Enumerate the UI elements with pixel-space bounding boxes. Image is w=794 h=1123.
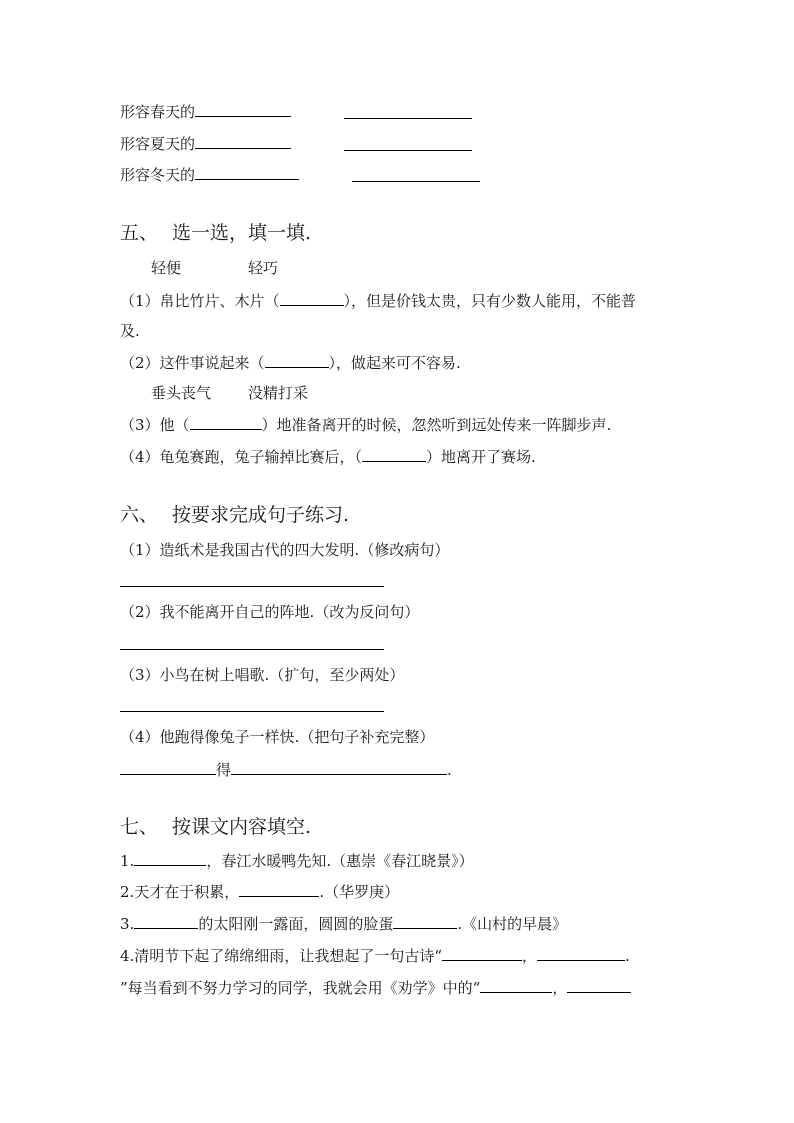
question-text: ），做起来可不容易. bbox=[328, 354, 461, 372]
answer-blank[interactable] bbox=[265, 352, 329, 368]
question-text: ”每当看到不努力学习的同学，我就会用《劝学》中的“ bbox=[120, 979, 481, 997]
answer-blank[interactable] bbox=[195, 133, 291, 149]
question-text: .（华罗庚） bbox=[319, 883, 400, 901]
answer-line[interactable] bbox=[120, 649, 384, 650]
question-text: 得 bbox=[216, 761, 232, 779]
section-number: 七、 bbox=[120, 816, 159, 838]
s7-question-4-cont bbox=[120, 977, 631, 998]
question-text: ，春江水暖鸭先知.（惠崇《春江晓景》） bbox=[206, 852, 474, 870]
question-text: . bbox=[447, 761, 452, 779]
answer-blank[interactable] bbox=[442, 945, 522, 961]
row-summer bbox=[120, 133, 291, 154]
s5-question-4 bbox=[120, 446, 536, 467]
s6-question-4: （4）他跑得像兔子一样快.（把句子补充完整） bbox=[120, 728, 435, 746]
s7-question-3 bbox=[120, 913, 567, 934]
answer-blank[interactable] bbox=[120, 759, 216, 775]
answer-blank[interactable] bbox=[537, 945, 625, 961]
question-text: 4.清明节下起了绵绵细雨，让我想起了一句古诗“ bbox=[120, 947, 442, 965]
row-label: 形容冬天的 bbox=[120, 166, 196, 184]
s5-question-3 bbox=[120, 414, 611, 435]
answer-blank[interactable] bbox=[195, 164, 299, 180]
question-text: .《山村的早晨》 bbox=[457, 915, 568, 933]
s7-question-1 bbox=[120, 850, 474, 871]
answer-blank[interactable] bbox=[393, 913, 457, 929]
s7-question-4 bbox=[120, 945, 630, 966]
answer-blank[interactable] bbox=[190, 414, 262, 430]
section-heading: 按要求完成句子练习. bbox=[172, 504, 350, 526]
answer-blank[interactable] bbox=[280, 290, 344, 306]
question-text: 的太阳刚一露面，圆圆的脸蛋 bbox=[198, 915, 394, 933]
word-choice-2: 轻巧 bbox=[248, 259, 279, 277]
question-text: 3. bbox=[120, 915, 135, 933]
section-6-title bbox=[120, 503, 349, 527]
question-text: 1. bbox=[120, 852, 135, 870]
answer-blank[interactable] bbox=[567, 977, 631, 993]
answer-line[interactable] bbox=[120, 711, 384, 712]
question-text: ， bbox=[552, 979, 568, 997]
s5-question-2 bbox=[120, 352, 461, 373]
word-choice-1: 轻便 bbox=[151, 259, 182, 277]
answer-blank[interactable] bbox=[195, 101, 291, 117]
question-text: （2）这件事说起来（ bbox=[120, 354, 265, 372]
question-text: . bbox=[625, 947, 630, 965]
answer-blank[interactable] bbox=[239, 881, 319, 897]
section-7-title bbox=[120, 815, 311, 839]
word-choice-4: 没精打采 bbox=[248, 384, 309, 402]
s6-question-1: （1）造纸术是我国古代的四大发明.（修改病句） bbox=[120, 541, 450, 559]
question-text: 2.天才在于积累， bbox=[120, 883, 240, 901]
question-text: ）地准备离开的时候，忽然听到远处传来一阵脚步声. bbox=[261, 416, 612, 434]
row-spring bbox=[120, 101, 291, 122]
answer-blank[interactable] bbox=[362, 446, 426, 462]
answer-blank[interactable] bbox=[134, 913, 198, 929]
question-text: （4）龟兔赛跑，兔子输掉比赛后，（ bbox=[120, 448, 363, 466]
answer-blank[interactable] bbox=[344, 118, 472, 119]
s6-question-4-fill bbox=[120, 759, 452, 780]
row-winter bbox=[120, 164, 299, 185]
section-heading: 选一选，填一填. bbox=[172, 222, 312, 244]
question-text: （1）帛比竹片、木片（ bbox=[120, 292, 280, 310]
question-text: ），但是价钱太贵，只有少数人能用，不能普 bbox=[343, 292, 637, 310]
s5-question-1-cont: 及. bbox=[120, 322, 140, 340]
s5-question-1 bbox=[120, 290, 636, 311]
s6-question-2: （2）我不能离开自己的阵地.（改为反问句） bbox=[120, 603, 420, 621]
row-label: 形容夏天的 bbox=[120, 135, 196, 153]
answer-blank[interactable] bbox=[344, 150, 472, 151]
answer-blank[interactable] bbox=[480, 977, 552, 993]
row-label: 形容春天的 bbox=[120, 103, 196, 121]
section-heading: 按课文内容填空. bbox=[172, 816, 312, 838]
word-choice-3: 垂头丧气 bbox=[151, 384, 212, 402]
question-text: ， bbox=[521, 947, 537, 965]
answer-line[interactable] bbox=[120, 586, 384, 587]
section-number: 六、 bbox=[120, 504, 159, 526]
answer-blank[interactable] bbox=[352, 181, 480, 182]
s6-question-3: （3）小鸟在树上唱歌.（扩句，至少两处） bbox=[120, 666, 405, 684]
section-number: 五、 bbox=[120, 222, 159, 244]
answer-blank[interactable] bbox=[134, 850, 206, 866]
question-text: ）地离开了赛场. bbox=[426, 448, 536, 466]
s7-question-2 bbox=[120, 881, 399, 902]
answer-blank[interactable] bbox=[231, 759, 447, 775]
section-5-title bbox=[120, 221, 311, 245]
question-text: （3）他（ bbox=[120, 416, 190, 434]
